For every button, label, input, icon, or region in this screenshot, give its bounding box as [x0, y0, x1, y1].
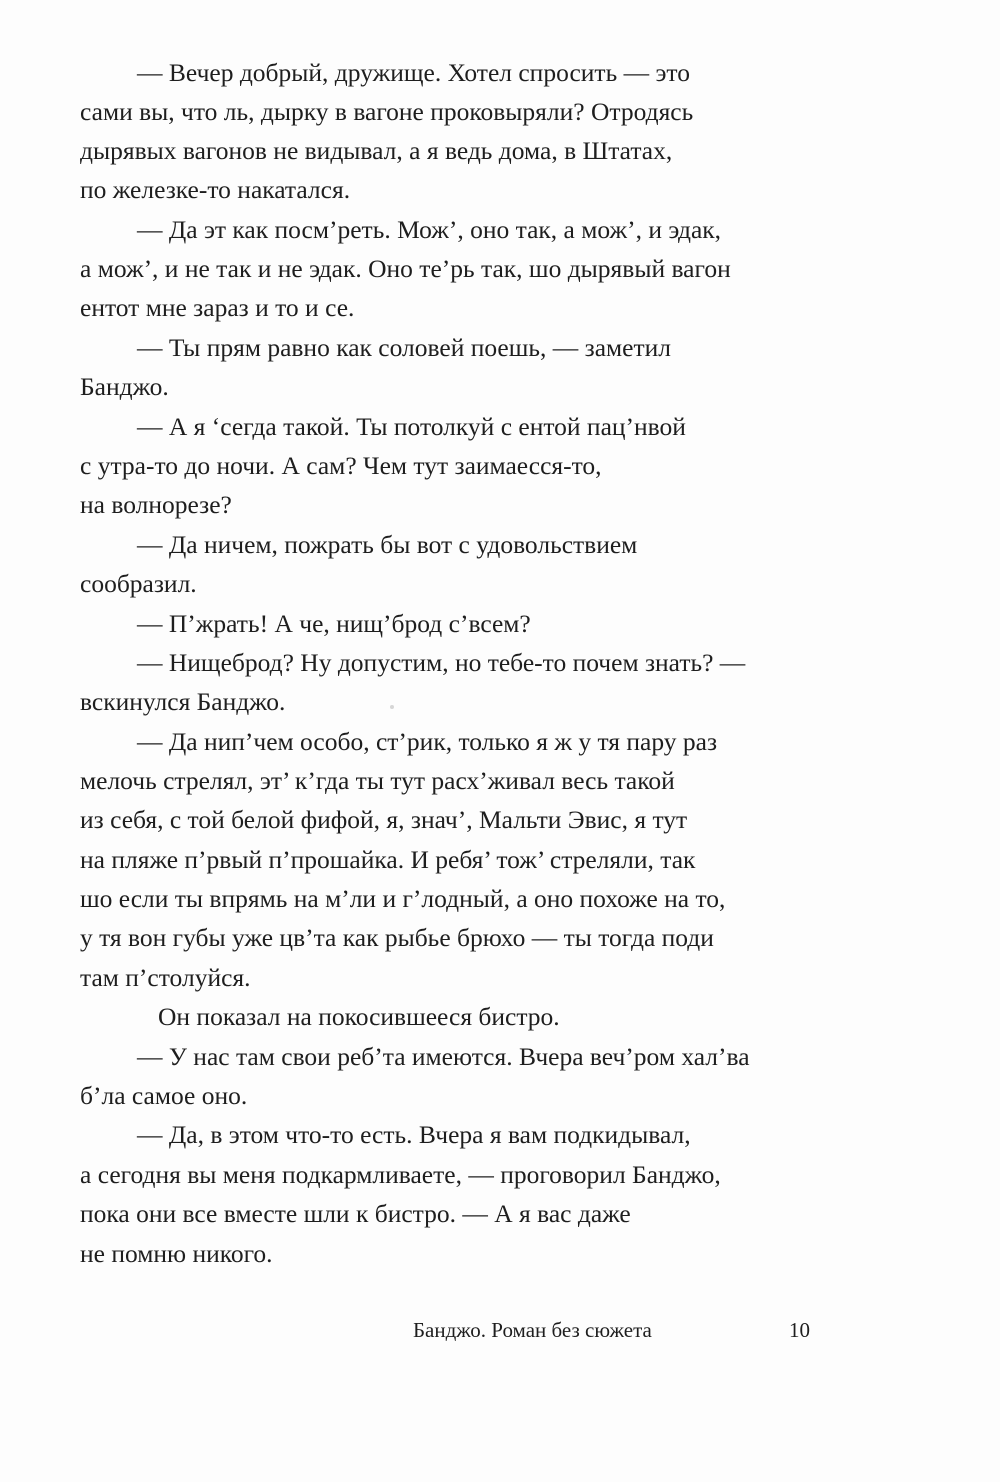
text-line: шо если ты впрямь на м’ли и г’лодный, а оно похоже на то, [80, 884, 726, 913]
text-line: ентот мне зараз и то и се. [80, 293, 355, 322]
text-line: не помню никого. [80, 1239, 273, 1268]
text-line: вскинулся Банджо. [80, 687, 286, 716]
text-line: — А я ‘сегда такой. Ты потолкуй с ентой пац’нвой [137, 412, 686, 441]
text-line: на волнорезе? [80, 490, 232, 519]
text-line: — Да, в этом что-то есть. Вчера я вам подкидывал, [137, 1120, 691, 1149]
text-line: — Нищеброд? Ну допустим, но тебе-то почем знать? — [137, 648, 746, 677]
text-line: из себя, с той белой фифой, я, знач’, Мальти Эвис, я тут [80, 805, 688, 834]
text-line: с утра-то до ночи. А сам? Чем тут заимаесся-то, [80, 451, 602, 480]
text-line: дырявых вагонов не видывал, а я ведь дома, в Штатах, [80, 136, 673, 165]
text-line: — У нас там свои реб’та имеются. Вчера веч’ром хал’ва [137, 1042, 750, 1071]
text-line: — Да нип’чем особо, ст’рик, только я ж у тя пару раз [137, 727, 718, 756]
text-line: у тя вон губы уже цв’та как рыбье брюхо — ты тогда поди [80, 923, 714, 952]
text-line: Он показал на покосившееся бистро. [158, 1002, 560, 1031]
text-line: — Да ничем, пожрать бы вот с удовольствием [137, 530, 638, 559]
text-line: — Да эт как посм’реть. Мож’, оно так, а мож’, и эдак, [137, 215, 722, 244]
text-line: — П’жрать! А че, нищ’брод с’всем? [137, 609, 531, 638]
paper-speck [390, 705, 394, 709]
text-line: сами вы, что ль, дырку в вагоне проковыряли? Отродясь [80, 97, 694, 126]
text-line: б’ла самое оно. [80, 1081, 248, 1110]
text-line: пока они все вместе шли к бистро. — А я вас даже [80, 1199, 631, 1228]
text-line: а мож’, и не так и не эдак. Оно те’рь так, шо дырявый вагон [80, 254, 731, 283]
text-line: — Ты прям равно как соловей поешь, — заметил [137, 333, 672, 362]
running-footer-title: Банджо. Роман без сюжета [413, 1318, 652, 1342]
text-line: по железке-то накатался. [80, 175, 351, 204]
text-line: там п’столуйся. [80, 963, 251, 992]
text-line: — Вечер добрый, дружище. Хотел спросить — это [137, 58, 690, 87]
text-line: Банджо. [80, 372, 169, 401]
text-line: мелочь стрелял, эт’ к’гда ты тут расх’живал весь такой [80, 766, 675, 795]
text-line: на пляже п’рвый п’прошайка. И ребя’ тож’ стреляли, так [80, 845, 696, 874]
page-number: 10 [789, 1318, 810, 1342]
text-line: сообразил. [80, 569, 197, 598]
text-line: а сегодня вы меня подкармливаете, — проговорил Банджо, [80, 1160, 721, 1189]
